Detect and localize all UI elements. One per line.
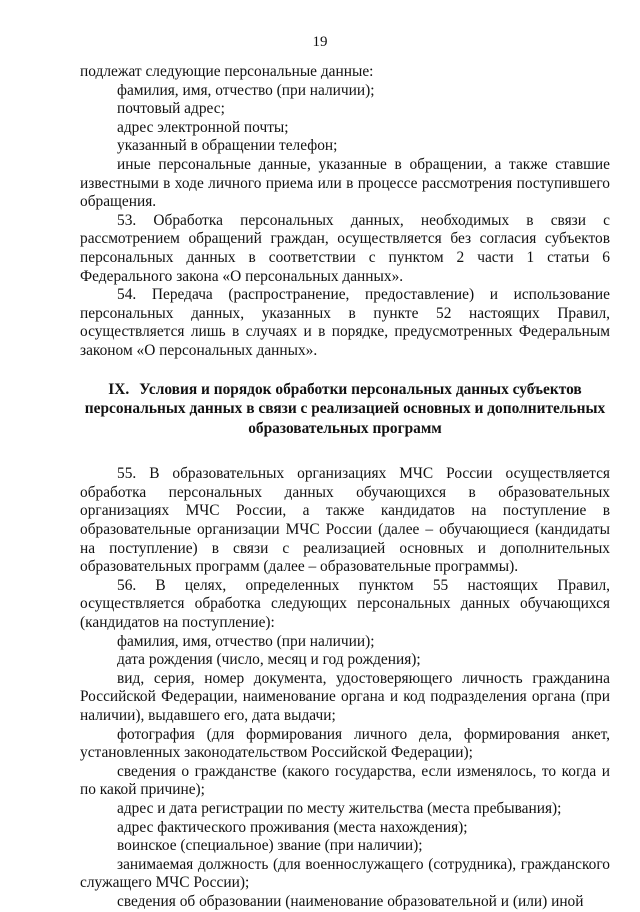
paragraph: подлежат следующие персональные данные: <box>80 63 374 80</box>
paragraph: 55. В образовательных организациях МЧС России осуществляется обработка персональных данных обучающихся в образовательных организациях МЧС России, а также кандидатов на поступление в образовательные организации МЧС России (далее – обучающиеся (кандидаты на поступление) в связи с реализацией основных и дополнительных образовательных программ (далее – образовательные программы). <box>80 465 610 576</box>
paragraph: адрес фактического проживания (места нахождения); <box>117 818 468 836</box>
page-number: 19 <box>312 34 328 50</box>
paragraph: адрес и дата регистрации по месту жительства (места пребывания); <box>117 799 562 817</box>
paragraph: фамилия, имя, отчество (при наличии); <box>117 81 375 99</box>
paragraph: фамилия, имя, отчество (при наличии); <box>117 632 375 650</box>
paragraph: вид, серия, номер документа, удостоверяющего личность гражданина Российской Федерации, наименование органа и код подразделения органа (при наличии), выдавшего его, дата выдачи; <box>80 669 610 724</box>
document-body <box>80 63 610 912</box>
paragraph: дата рождения (число, месяц и год рождения); <box>117 651 421 669</box>
paragraph-group-top <box>80 63 610 361</box>
paragraph: 54. Передача (распространение, предоставление) и использование персональных данных, указанных в пункте 52 настоящих Правил, осуществляется лишь в случаях и в порядке, предусмотренных Федеральным законом «О персональных данных». <box>80 286 610 359</box>
section-title: Условия и порядок обработки персональных данных субъектов персональных данных в связи с реализацией основных и дополнительных образовательных программ <box>84 380 606 437</box>
paragraph: сведения о гражданстве (какого государства, если изменялось, то когда и по какой причине); <box>80 762 610 799</box>
paragraph: адрес электронной почты; <box>117 118 289 136</box>
section-number: IX. <box>108 380 130 398</box>
paragraph: сведения об образовании (наименование образовательной и (или) иной <box>117 892 584 910</box>
section-heading <box>80 380 610 439</box>
paragraph: воинское (специальное) звание (при наличии); <box>117 837 423 855</box>
paragraph: 56. В целях, определенных пунктом 55 настоящих Правил, осуществляется обработка следующих персональных данных обучающихся (кандидатов на поступление): <box>80 576 610 632</box>
paragraph: занимаемая должность (для военнослужащего (сотрудника), гражданского служащего МЧС России); <box>80 855 610 892</box>
paragraph-group-bottom <box>80 465 610 911</box>
paragraph: фотография (для формирования личного дела, формирования анкет, установленных законодательством Российской Федерации); <box>80 725 610 762</box>
paragraph: указанный в обращении телефон; <box>117 137 338 155</box>
paragraph: 53. Обработка персональных данных, необходимых в связи с рассмотрением обращений граждан, осуществляется без согласия субъектов персональных данных в соответствии с пунктом 2 части 1 статьи 6 Федерального закона «О персональных данных». <box>80 211 610 285</box>
paragraph: иные персональные данные, указанные в обращении, а также ставшие известными в ходе личного приема или в процессе рассмотрения поступившего обращения. <box>80 155 610 211</box>
paragraph: почтовый адрес; <box>117 100 225 118</box>
